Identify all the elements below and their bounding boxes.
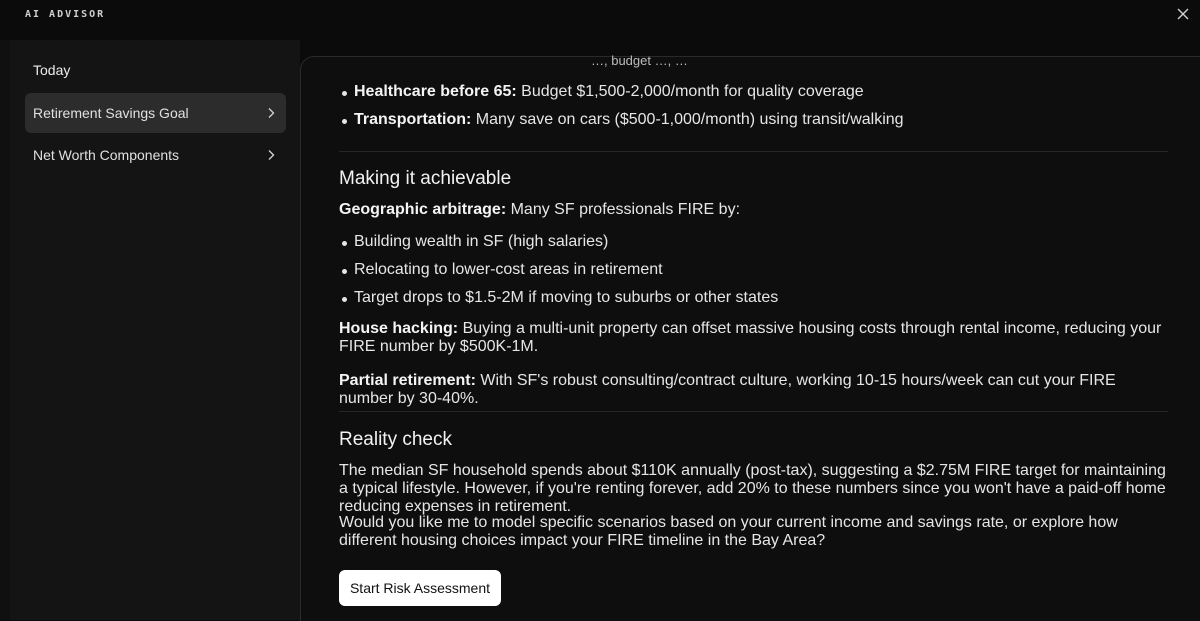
divider <box>339 151 1168 152</box>
clipped-text-line: …, budget …, … <box>591 53 688 68</box>
section-heading: Reality check <box>339 429 452 450</box>
chevron-right-icon <box>264 148 278 162</box>
paragraph-text: Many SF professionals FIRE by: <box>506 201 741 218</box>
cost-list <box>339 83 1169 139</box>
bullet-text: Budget $1,500-2,000/month for quality coverage <box>516 83 864 100</box>
close-icon <box>1177 8 1189 20</box>
geo-list <box>339 233 1169 317</box>
top-bar <box>0 0 1199 40</box>
bullet-bold-label: Transportation: <box>354 111 472 128</box>
paragraph-text: Buying a multi-unit property can offset massive housing costs through rental income, reducing your FIRE number by $500K-1M. <box>339 320 1162 355</box>
app-title: AI ADVISOR <box>25 9 106 20</box>
start-risk-assessment-button[interactable]: Start Risk Assessment <box>339 570 501 606</box>
list-item: Relocating to lower-cost areas in retirement <box>339 261 1169 289</box>
bold-label: Geographic arbitrage: <box>339 201 507 218</box>
chat-panel <box>300 53 1200 621</box>
bold-label: House hacking: <box>339 320 459 337</box>
list-item <box>339 111 1169 139</box>
sidebar-item-label: Net Worth Components <box>33 147 180 163</box>
paragraph: Would you like me to model specific scenarios based on your current income and savings rate, or explore how different housing choices impact your FIRE timeline in the Bay Area? <box>339 514 1118 549</box>
paragraph <box>339 320 1169 356</box>
bold-label: Partial retirement: <box>339 372 476 389</box>
list-item <box>339 83 1169 111</box>
paragraph-text: With SF's robust consulting/contract culture, working 10-15 hours/week can cut your FIRE number by 30-40%. <box>339 372 1116 407</box>
close-button[interactable] <box>1173 4 1193 24</box>
bullet-bold-label: Healthcare before 65: <box>354 83 517 100</box>
section-heading: Making it achievable <box>339 168 512 189</box>
paragraph: The median SF household spends about $110K annually (post-tax), suggesting a $2.75M FIRE target for maintaining a typical lifestyle. However, if you're renting forever, add 20% to these numbers since you won't have a paid-off home reducing expenses in retirement. <box>339 462 1166 515</box>
chevron-right-icon <box>264 106 278 120</box>
list-item: Target drops to $1.5-2M if moving to suburbs or other states <box>339 289 1169 317</box>
sidebar-item-net-worth-components[interactable] <box>25 135 286 175</box>
left-edge <box>0 40 10 620</box>
sidebar-item-retirement-savings-goal[interactable] <box>25 93 286 133</box>
divider <box>339 411 1168 412</box>
sidebar-heading: Today <box>33 62 71 78</box>
list-item: Building wealth in SF (high salaries) <box>339 233 1169 261</box>
sidebar <box>10 40 300 620</box>
sidebar-item-label: Retirement Savings Goal <box>33 105 189 121</box>
bullet-text: Many save on cars ($500-1,000/month) using transit/walking <box>471 111 904 128</box>
paragraph <box>339 201 1169 219</box>
paragraph <box>339 372 1169 408</box>
